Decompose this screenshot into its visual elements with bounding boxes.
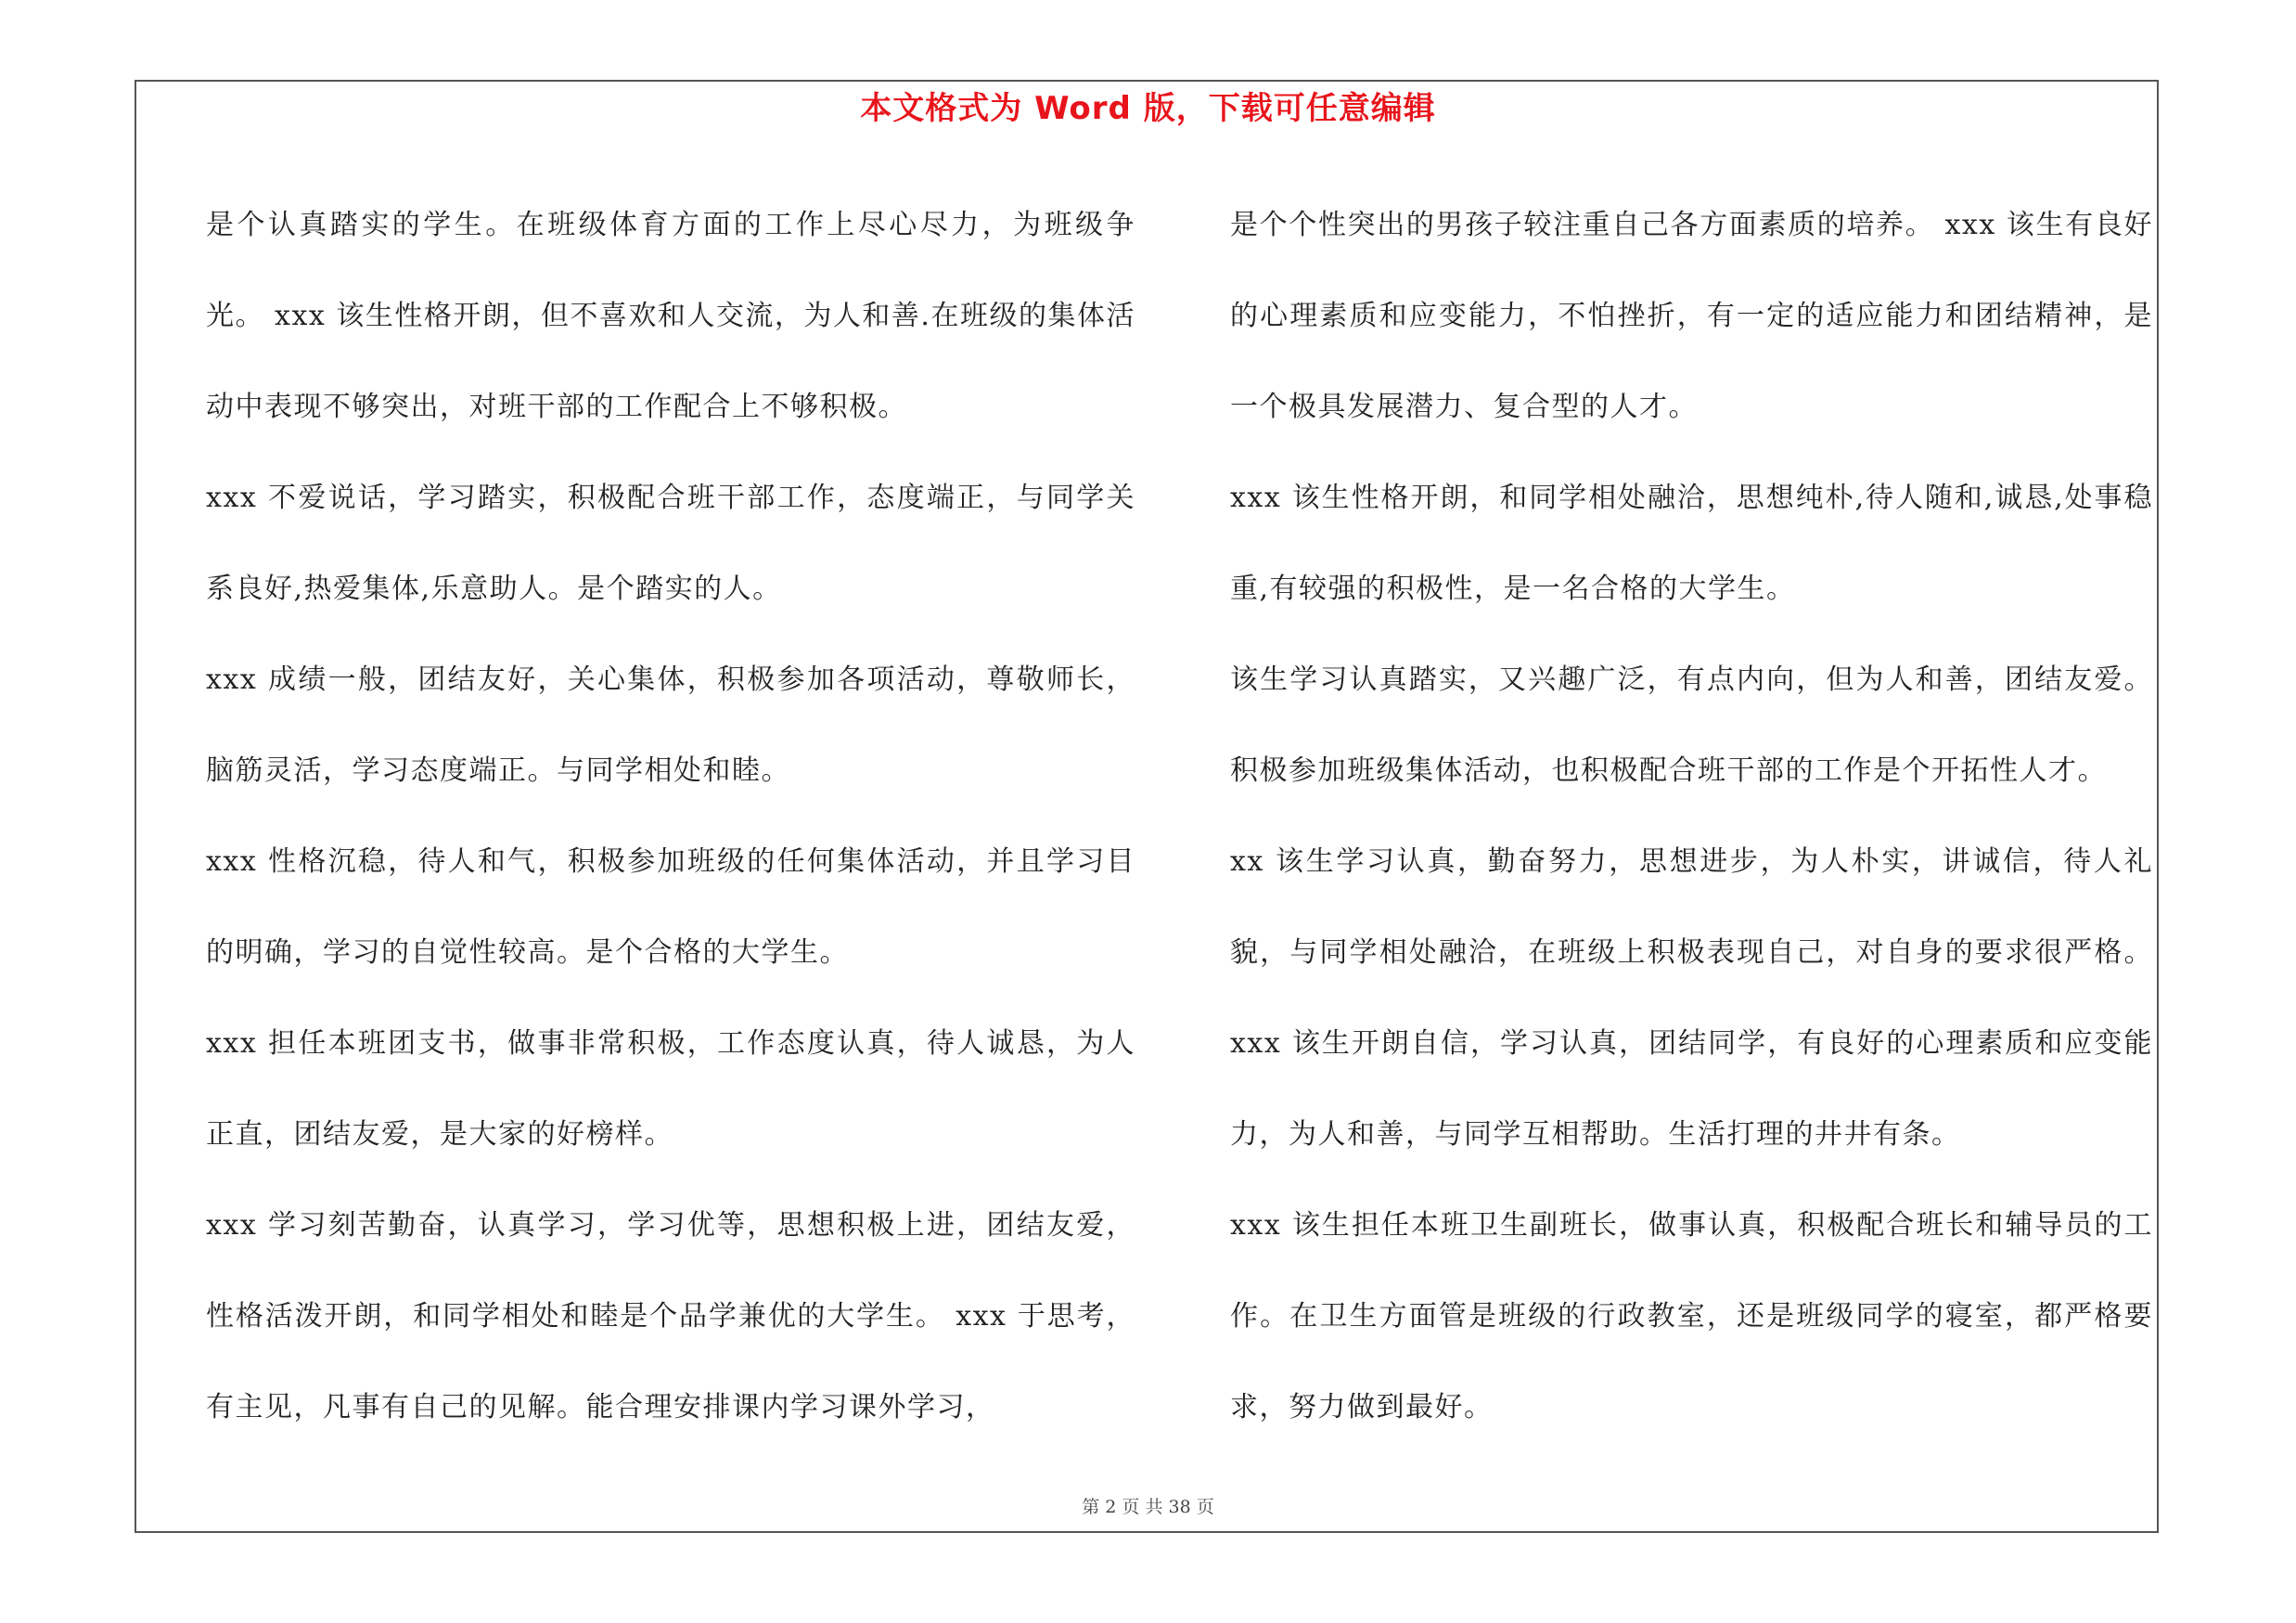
- paragraph: xxx 成绩一般，团结友好，关心集体，积极参加各项活动，尊敬师长，脑筋灵活，学习态度端正。与同学相处和睦。: [206, 663, 1135, 787]
- paragraph: xxx 学习刻苦勤奋，认真学习，学习优等，思想积极上进，团结友爱，性格活泼开朗，和同学相处和睦是个品学兼优的大学生。 xxx 于思考，有主见，凡事有自己的见解。能合理安排课内学习课外学习，: [206, 1209, 1135, 1423]
- paragraph: 是个认真踏实的学生。在班级体育方面的工作上尽心尽力，为班级争光。 xxx 该生性格开朗，但不喜欢和人交流，为人和善.在班级的集体活动中表现不够突出，对班干部的工作配合上不够积极。: [206, 209, 1135, 423]
- left-column: [206, 180, 1135, 1453]
- paragraph: 是个个性突出的男孩子较注重自己各方面素质的培养。 xxx 该生有良好的心理素质和应变能力，不怕挫折，有一定的适应能力和团结精神，是一个极具发展潜力、复合型的人才。: [1230, 209, 2153, 423]
- paragraph: xxx 担任本班团支书，做事非常积极，工作态度认真，待人诚恳，为人正直，团结友爱，是大家的好榜样。: [206, 1027, 1135, 1151]
- paragraph: xx 该生学习认真，勤奋努力，思想进步，为人朴实，讲诚信，待人礼貌，与同学相处融洽，在班级上积极表现自己，对自身的要求很严格。 xxx 该生开朗自信，学习认真，团结同学，有良好的心理素质和应变能力，为人和善，与同学互相帮助。生活打理的井井有条。: [1230, 845, 2153, 1151]
- page-number-footer: 第 2 页 共 38 页: [1082, 1497, 1214, 1517]
- paragraph: xxx 该生性格开朗，和同学相处融洽，思想纯朴,待人随和,诚恳,处事稳重,有较强的积极性，是一名合格的大学生。: [1230, 482, 2153, 605]
- paragraph: xxx 性格沉稳，待人和气，积极参加班级的任何集体活动，并且学习目的明确，学习的自觉性较高。是个合格的大学生。: [206, 845, 1135, 969]
- format-banner: 本文格式为 Word 版，下载可任意编辑: [860, 90, 1436, 127]
- right-column: [1230, 180, 2153, 1453]
- paragraph: xxx 该生担任本班卫生副班长，做事认真，积极配合班长和辅导员的工作。在卫生方面管是班级的行政教室，还是班级同学的寝室，都严格要求，努力做到最好。: [1230, 1209, 2153, 1423]
- paragraph: xxx 不爱说话，学习踏实，积极配合班干部工作，态度端正，与同学关系良好,热爱集体,乐意助人。是个踏实的人。: [206, 482, 1135, 605]
- paragraph: 该生学习认真踏实，又兴趣广泛，有点内向，但为人和善，团结友爱。积极参加班级集体活动，也积极配合班干部的工作是个开拓性人才。: [1230, 663, 2153, 787]
